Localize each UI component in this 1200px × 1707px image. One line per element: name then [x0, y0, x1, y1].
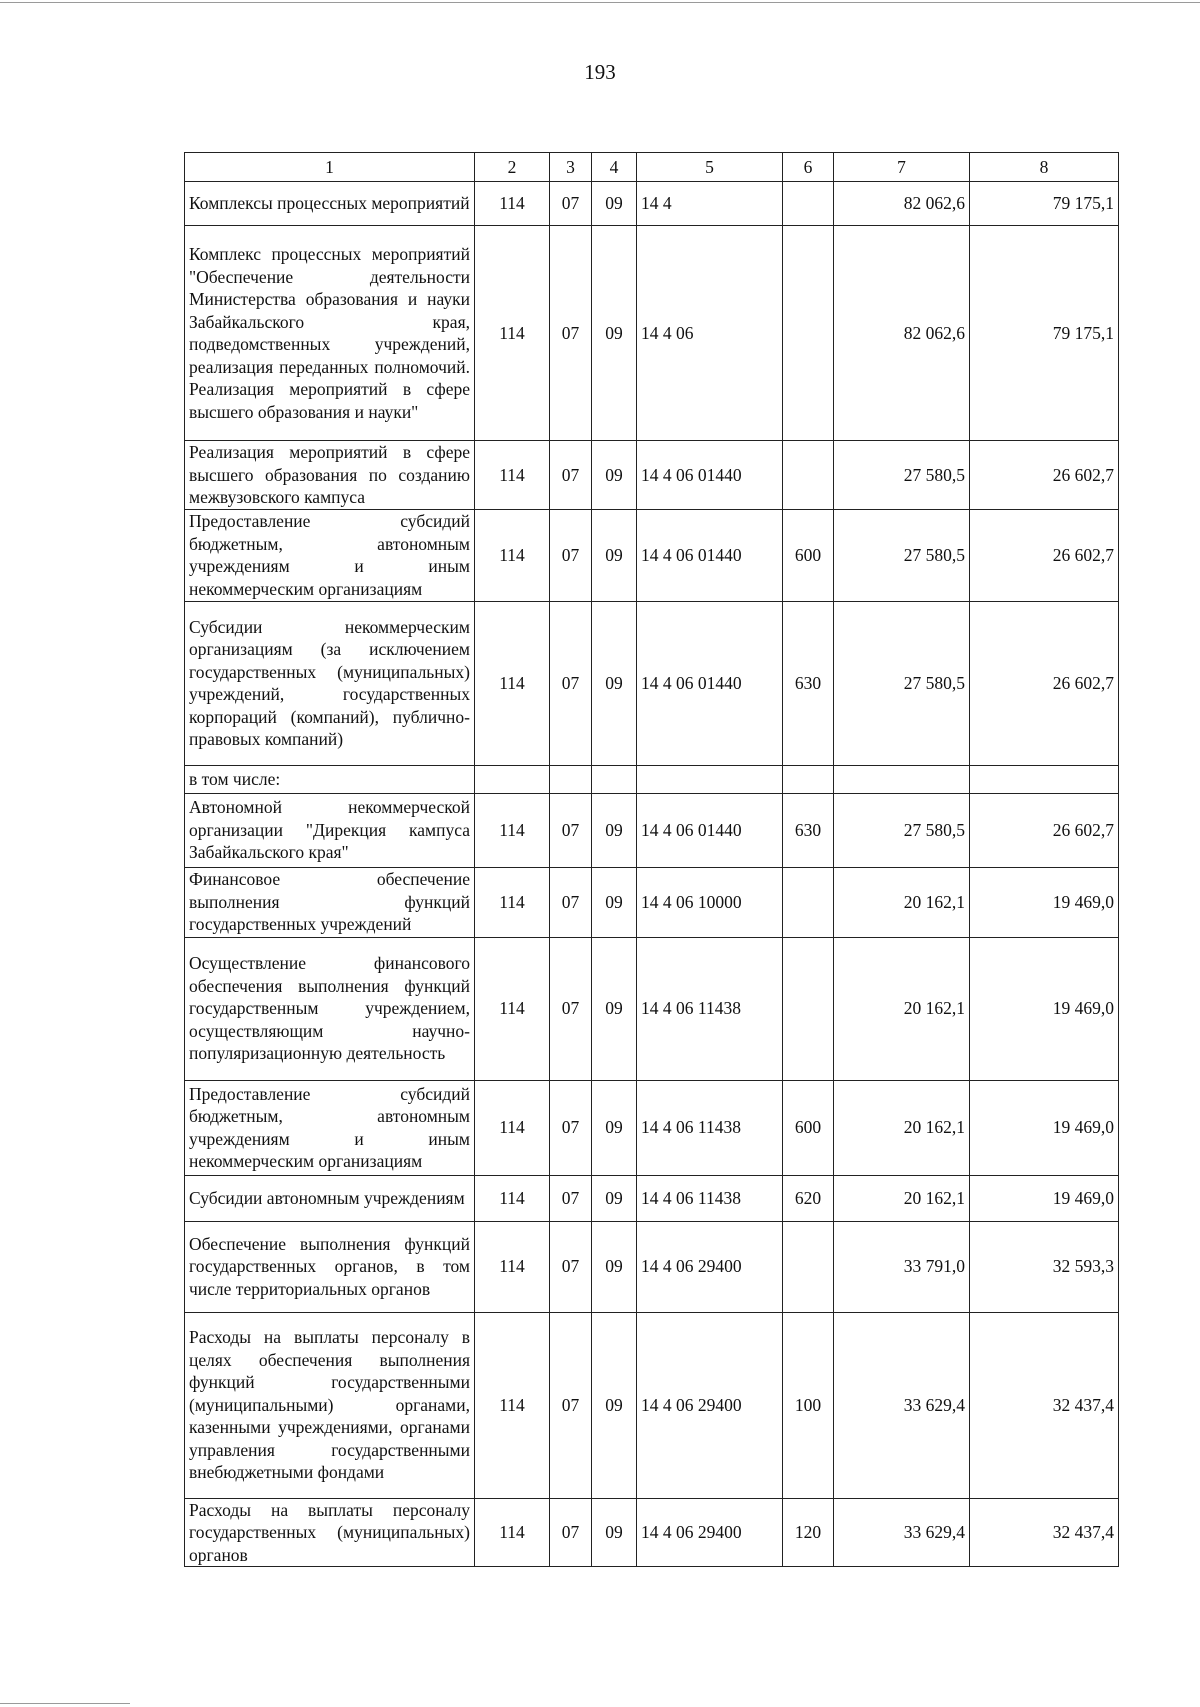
ministry-code-cell: 114 — [475, 1080, 550, 1175]
expense-type-cell: 100 — [783, 1312, 834, 1498]
section-code-cell: 07 — [550, 226, 592, 441]
subsection-code-cell: 09 — [592, 509, 637, 601]
target-article-cell: 14 4 06 — [637, 226, 783, 441]
ministry-code-cell: 114 — [475, 1175, 550, 1221]
table-row — [185, 182, 1119, 226]
section-code-cell: 07 — [550, 441, 592, 510]
expense-name-cell: Субсидии некоммерческим организациям (за исключением государственных (муниципальных) учреждений, государственных корпораций (компаний), публично-правовых компаний) — [185, 601, 475, 765]
expense-name-cell: Финансовое обеспечение выполнения функций государственных учреждений — [185, 867, 475, 937]
amount-year1-cell: 33 791,0 — [834, 1221, 970, 1312]
ministry-code-cell: 114 — [475, 1221, 550, 1312]
budget-table — [184, 152, 1119, 1567]
subsection-code-cell: 09 — [592, 1221, 637, 1312]
section-code-cell: 07 — [550, 1498, 592, 1567]
column-header: 2 — [475, 153, 550, 182]
expense-name-cell: Автономной некоммерческой организации "Дирекция кампуса Забайкальского края" — [185, 793, 475, 867]
ministry-code-cell: 114 — [475, 867, 550, 937]
column-header: 6 — [783, 153, 834, 182]
subsection-code-cell: 09 — [592, 601, 637, 765]
target-article-cell: 14 4 06 29400 — [637, 1221, 783, 1312]
expense-name-cell: Расходы на выплаты персоналу государственных (муниципальных) органов — [185, 1498, 475, 1567]
section-code-cell: 07 — [550, 1175, 592, 1221]
column-header: 8 — [970, 153, 1119, 182]
expense-type-cell — [783, 182, 834, 226]
target-article-cell: 14 4 06 29400 — [637, 1312, 783, 1498]
table-row — [185, 601, 1119, 765]
target-article-cell: 14 4 06 11438 — [637, 1080, 783, 1175]
amount-year2-cell: 79 175,1 — [970, 182, 1119, 226]
section-code-cell: 07 — [550, 182, 592, 226]
ministry-code-cell: 114 — [475, 1498, 550, 1567]
expense-name-cell: в том числе: — [185, 765, 475, 793]
ministry-code-cell: 114 — [475, 226, 550, 441]
subsection-code-cell: 09 — [592, 441, 637, 510]
amount-year2-cell: 26 602,7 — [970, 793, 1119, 867]
amount-year2-cell — [970, 765, 1119, 793]
target-article-cell: 14 4 06 10000 — [637, 867, 783, 937]
amount-year1-cell: 20 162,1 — [834, 1080, 970, 1175]
amount-year1-cell: 20 162,1 — [834, 937, 970, 1080]
table-body — [185, 182, 1119, 1567]
target-article-cell: 14 4 06 01440 — [637, 793, 783, 867]
amount-year1-cell: 33 629,4 — [834, 1312, 970, 1498]
subsection-code-cell: 09 — [592, 867, 637, 937]
section-code-cell: 07 — [550, 1080, 592, 1175]
expense-name-cell: Субсидии автономным учреждениям — [185, 1175, 475, 1221]
amount-year1-cell: 20 162,1 — [834, 867, 970, 937]
column-header: 5 — [637, 153, 783, 182]
amount-year2-cell: 32 593,3 — [970, 1221, 1119, 1312]
ministry-code-cell: 114 — [475, 509, 550, 601]
amount-year1-cell: 20 162,1 — [834, 1175, 970, 1221]
target-article-cell: 14 4 06 01440 — [637, 509, 783, 601]
expense-type-cell: 120 — [783, 1498, 834, 1567]
expense-type-cell — [783, 765, 834, 793]
expense-type-cell: 620 — [783, 1175, 834, 1221]
amount-year2-cell: 19 469,0 — [970, 1080, 1119, 1175]
expense-name-cell: Реализация мероприятий в сфере высшего образования по созданию межвузовского кампуса — [185, 441, 475, 510]
target-article-cell: 14 4 — [637, 182, 783, 226]
expense-name-cell: Комплексы процессных мероприятий — [185, 182, 475, 226]
subsection-code-cell: 09 — [592, 1175, 637, 1221]
ministry-code-cell: 114 — [475, 441, 550, 510]
table-row — [185, 226, 1119, 441]
page-number: 193 — [584, 60, 616, 84]
table-row — [185, 867, 1119, 937]
amount-year2-cell: 19 469,0 — [970, 1175, 1119, 1221]
amount-year2-cell: 19 469,0 — [970, 867, 1119, 937]
section-code-cell: 07 — [550, 793, 592, 867]
expense-name-cell: Предоставление субсидий бюджетным, автономным учреждениям и иным некоммерческим организациям — [185, 509, 475, 601]
expense-type-cell — [783, 1221, 834, 1312]
target-article-cell: 14 4 06 01440 — [637, 441, 783, 510]
table-row — [185, 1221, 1119, 1312]
amount-year2-cell: 26 602,7 — [970, 441, 1119, 510]
amount-year1-cell: 33 629,4 — [834, 1498, 970, 1567]
table-row — [185, 937, 1119, 1080]
ministry-code-cell: 114 — [475, 182, 550, 226]
section-code-cell — [550, 765, 592, 793]
amount-year1-cell: 27 580,5 — [834, 509, 970, 601]
amount-year2-cell: 26 602,7 — [970, 509, 1119, 601]
column-header: 1 — [185, 153, 475, 182]
table-row — [185, 1498, 1119, 1567]
expense-type-cell: 630 — [783, 793, 834, 867]
section-code-cell: 07 — [550, 601, 592, 765]
amount-year1-cell: 27 580,5 — [834, 601, 970, 765]
section-code-cell: 07 — [550, 937, 592, 1080]
table-row — [185, 1312, 1119, 1498]
target-article-cell: 14 4 06 11438 — [637, 937, 783, 1080]
section-code-cell: 07 — [550, 1312, 592, 1498]
target-article-cell: 14 4 06 01440 — [637, 601, 783, 765]
expense-type-cell — [783, 226, 834, 441]
amount-year1-cell: 27 580,5 — [834, 441, 970, 510]
subsection-code-cell: 09 — [592, 182, 637, 226]
subsection-code-cell: 09 — [592, 793, 637, 867]
amount-year1-cell: 82 062,6 — [834, 226, 970, 441]
expense-type-cell: 600 — [783, 1080, 834, 1175]
ministry-code-cell: 114 — [475, 793, 550, 867]
table-row — [185, 793, 1119, 867]
column-header: 4 — [592, 153, 637, 182]
section-code-cell: 07 — [550, 867, 592, 937]
ministry-code-cell — [475, 765, 550, 793]
section-code-cell: 07 — [550, 1221, 592, 1312]
amount-year2-cell: 79 175,1 — [970, 226, 1119, 441]
expense-type-cell: 630 — [783, 601, 834, 765]
expense-type-cell — [783, 441, 834, 510]
expense-type-cell — [783, 867, 834, 937]
table-row — [185, 1080, 1119, 1175]
expense-name-cell: Расходы на выплаты персоналу в целях обеспечения выполнения функций государственными (муниципальными) органами, казенными учреждениями, органами управления государственными внебюджетными фондами — [185, 1312, 475, 1498]
expense-name-cell: Комплекс процессных мероприятий "Обеспечение деятельности Министерства образования и науки Забайкальского края, подведомственных учреждений, реализация переданных полномочий. Реализация мероприятий в сфере высшего образования и науки" — [185, 226, 475, 441]
expense-type-cell: 600 — [783, 509, 834, 601]
table-row — [185, 1175, 1119, 1221]
subsection-code-cell: 09 — [592, 1498, 637, 1567]
target-article-cell: 14 4 06 11438 — [637, 1175, 783, 1221]
scan-edge-top — [0, 2, 1200, 3]
amount-year2-cell: 32 437,4 — [970, 1312, 1119, 1498]
subsection-code-cell: 09 — [592, 1312, 637, 1498]
amount-year2-cell: 32 437,4 — [970, 1498, 1119, 1567]
amount-year2-cell: 26 602,7 — [970, 601, 1119, 765]
column-header: 7 — [834, 153, 970, 182]
target-article-cell: 14 4 06 29400 — [637, 1498, 783, 1567]
ministry-code-cell: 114 — [475, 601, 550, 765]
header-row — [185, 153, 1119, 182]
subsection-code-cell: 09 — [592, 1080, 637, 1175]
amount-year1-cell: 82 062,6 — [834, 182, 970, 226]
target-article-cell — [637, 765, 783, 793]
expense-name-cell: Обеспечение выполнения функций государственных органов, в том числе территориальных органов — [185, 1221, 475, 1312]
expense-type-cell — [783, 937, 834, 1080]
column-header: 3 — [550, 153, 592, 182]
subsection-code-cell: 09 — [592, 226, 637, 441]
amount-year1-cell: 27 580,5 — [834, 793, 970, 867]
table-row — [185, 441, 1119, 510]
amount-year2-cell: 19 469,0 — [970, 937, 1119, 1080]
table-row — [185, 509, 1119, 601]
section-code-cell: 07 — [550, 509, 592, 601]
scan-edge-bottom — [0, 1703, 130, 1704]
table-row — [185, 765, 1119, 793]
ministry-code-cell: 114 — [475, 1312, 550, 1498]
expense-name-cell: Предоставление субсидий бюджетным, автономным учреждениям и иным некоммерческим организациям — [185, 1080, 475, 1175]
expense-name-cell: Осуществление финансового обеспечения выполнения функций государственным учреждением, осуществляющим научно-популяризационную деятельность — [185, 937, 475, 1080]
ministry-code-cell: 114 — [475, 937, 550, 1080]
subsection-code-cell — [592, 765, 637, 793]
subsection-code-cell: 09 — [592, 937, 637, 1080]
amount-year1-cell — [834, 765, 970, 793]
